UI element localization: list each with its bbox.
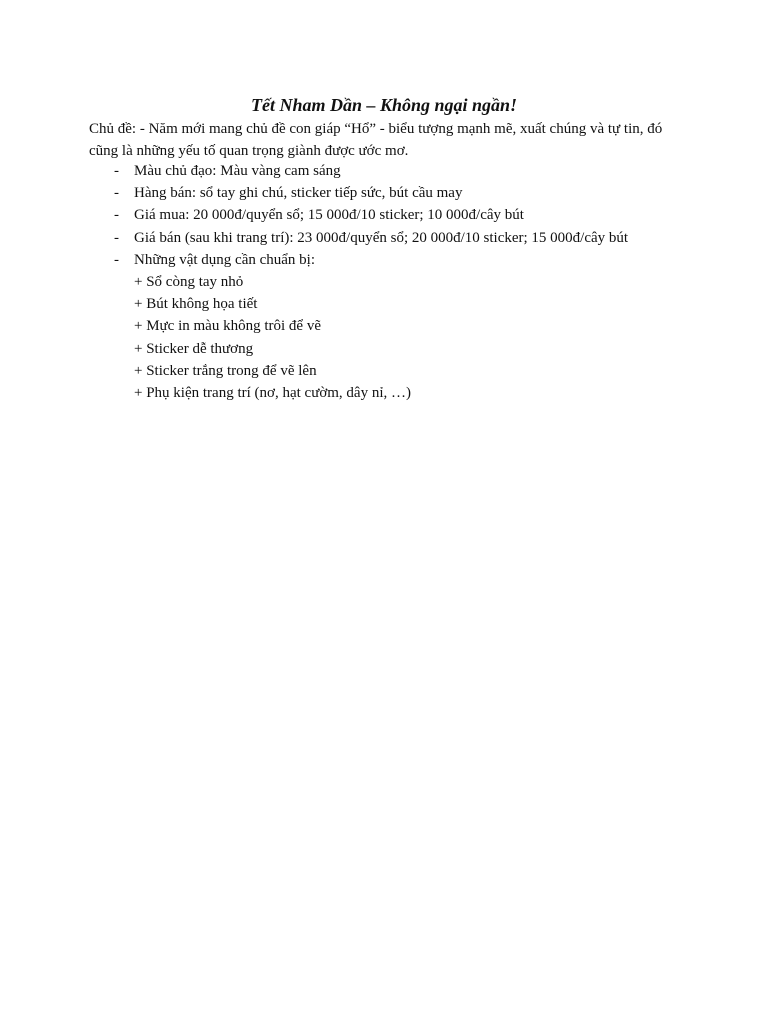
bullet-text: Màu chủ đạo: Màu vàng cam sáng xyxy=(134,163,341,179)
intro-paragraph: Chủ đề: - Năm mới mang chủ đề con giáp “Hổ” - biểu tượng mạnh mẽ, xuất chúng và tự tin, đó cũng là những yếu tố quan trọng giành được ước mơ. xyxy=(89,121,663,159)
bullet-marker: - xyxy=(114,251,119,268)
bullet-marker: - xyxy=(114,163,119,179)
bullet-item-purchase-price xyxy=(89,204,729,226)
supply-item: + Mực in màu không trôi để vẽ xyxy=(134,318,321,335)
bullet-marker: - xyxy=(114,229,119,246)
bullet-text: Giá mua: 20 000đ/quyển sổ; 15 000đ/10 sticker; 10 000đ/cây bút xyxy=(134,207,524,224)
supply-item: + Sổ còng tay nhỏ xyxy=(134,274,244,290)
supply-item: + Sticker trắng trong để vẽ lên xyxy=(134,362,317,379)
bullet-list xyxy=(89,160,729,271)
bullet-text: Hàng bán: sổ tay ghi chú, sticker tiếp sức, bút cầu may xyxy=(134,185,463,202)
bullet-item-products xyxy=(89,182,729,204)
bullet-marker: - xyxy=(114,185,119,202)
bullet-text: Những vật dụng cần chuẩn bị: xyxy=(134,251,316,268)
bullet-text: Giá bán (sau khi trang trí): 23 000đ/quyển sổ; 20 000đ/10 sticker; 15 000đ/cây bút xyxy=(134,229,629,246)
bullet-marker: - xyxy=(114,207,119,224)
supply-item: + Sticker dễ thương xyxy=(134,340,254,357)
supply-item: + Bút không họa tiết xyxy=(134,296,258,313)
bullet-item-supplies xyxy=(89,249,729,271)
bullet-item-main-color xyxy=(89,160,729,182)
document-title: Tết Nham Dần – Không ngại ngần! xyxy=(250,95,518,115)
bullet-item-selling-price xyxy=(89,227,729,249)
supplies-list xyxy=(134,271,411,404)
supply-item: + Phụ kiện trang trí (nơ, hạt cườm, dây nỉ, …) xyxy=(134,385,411,402)
